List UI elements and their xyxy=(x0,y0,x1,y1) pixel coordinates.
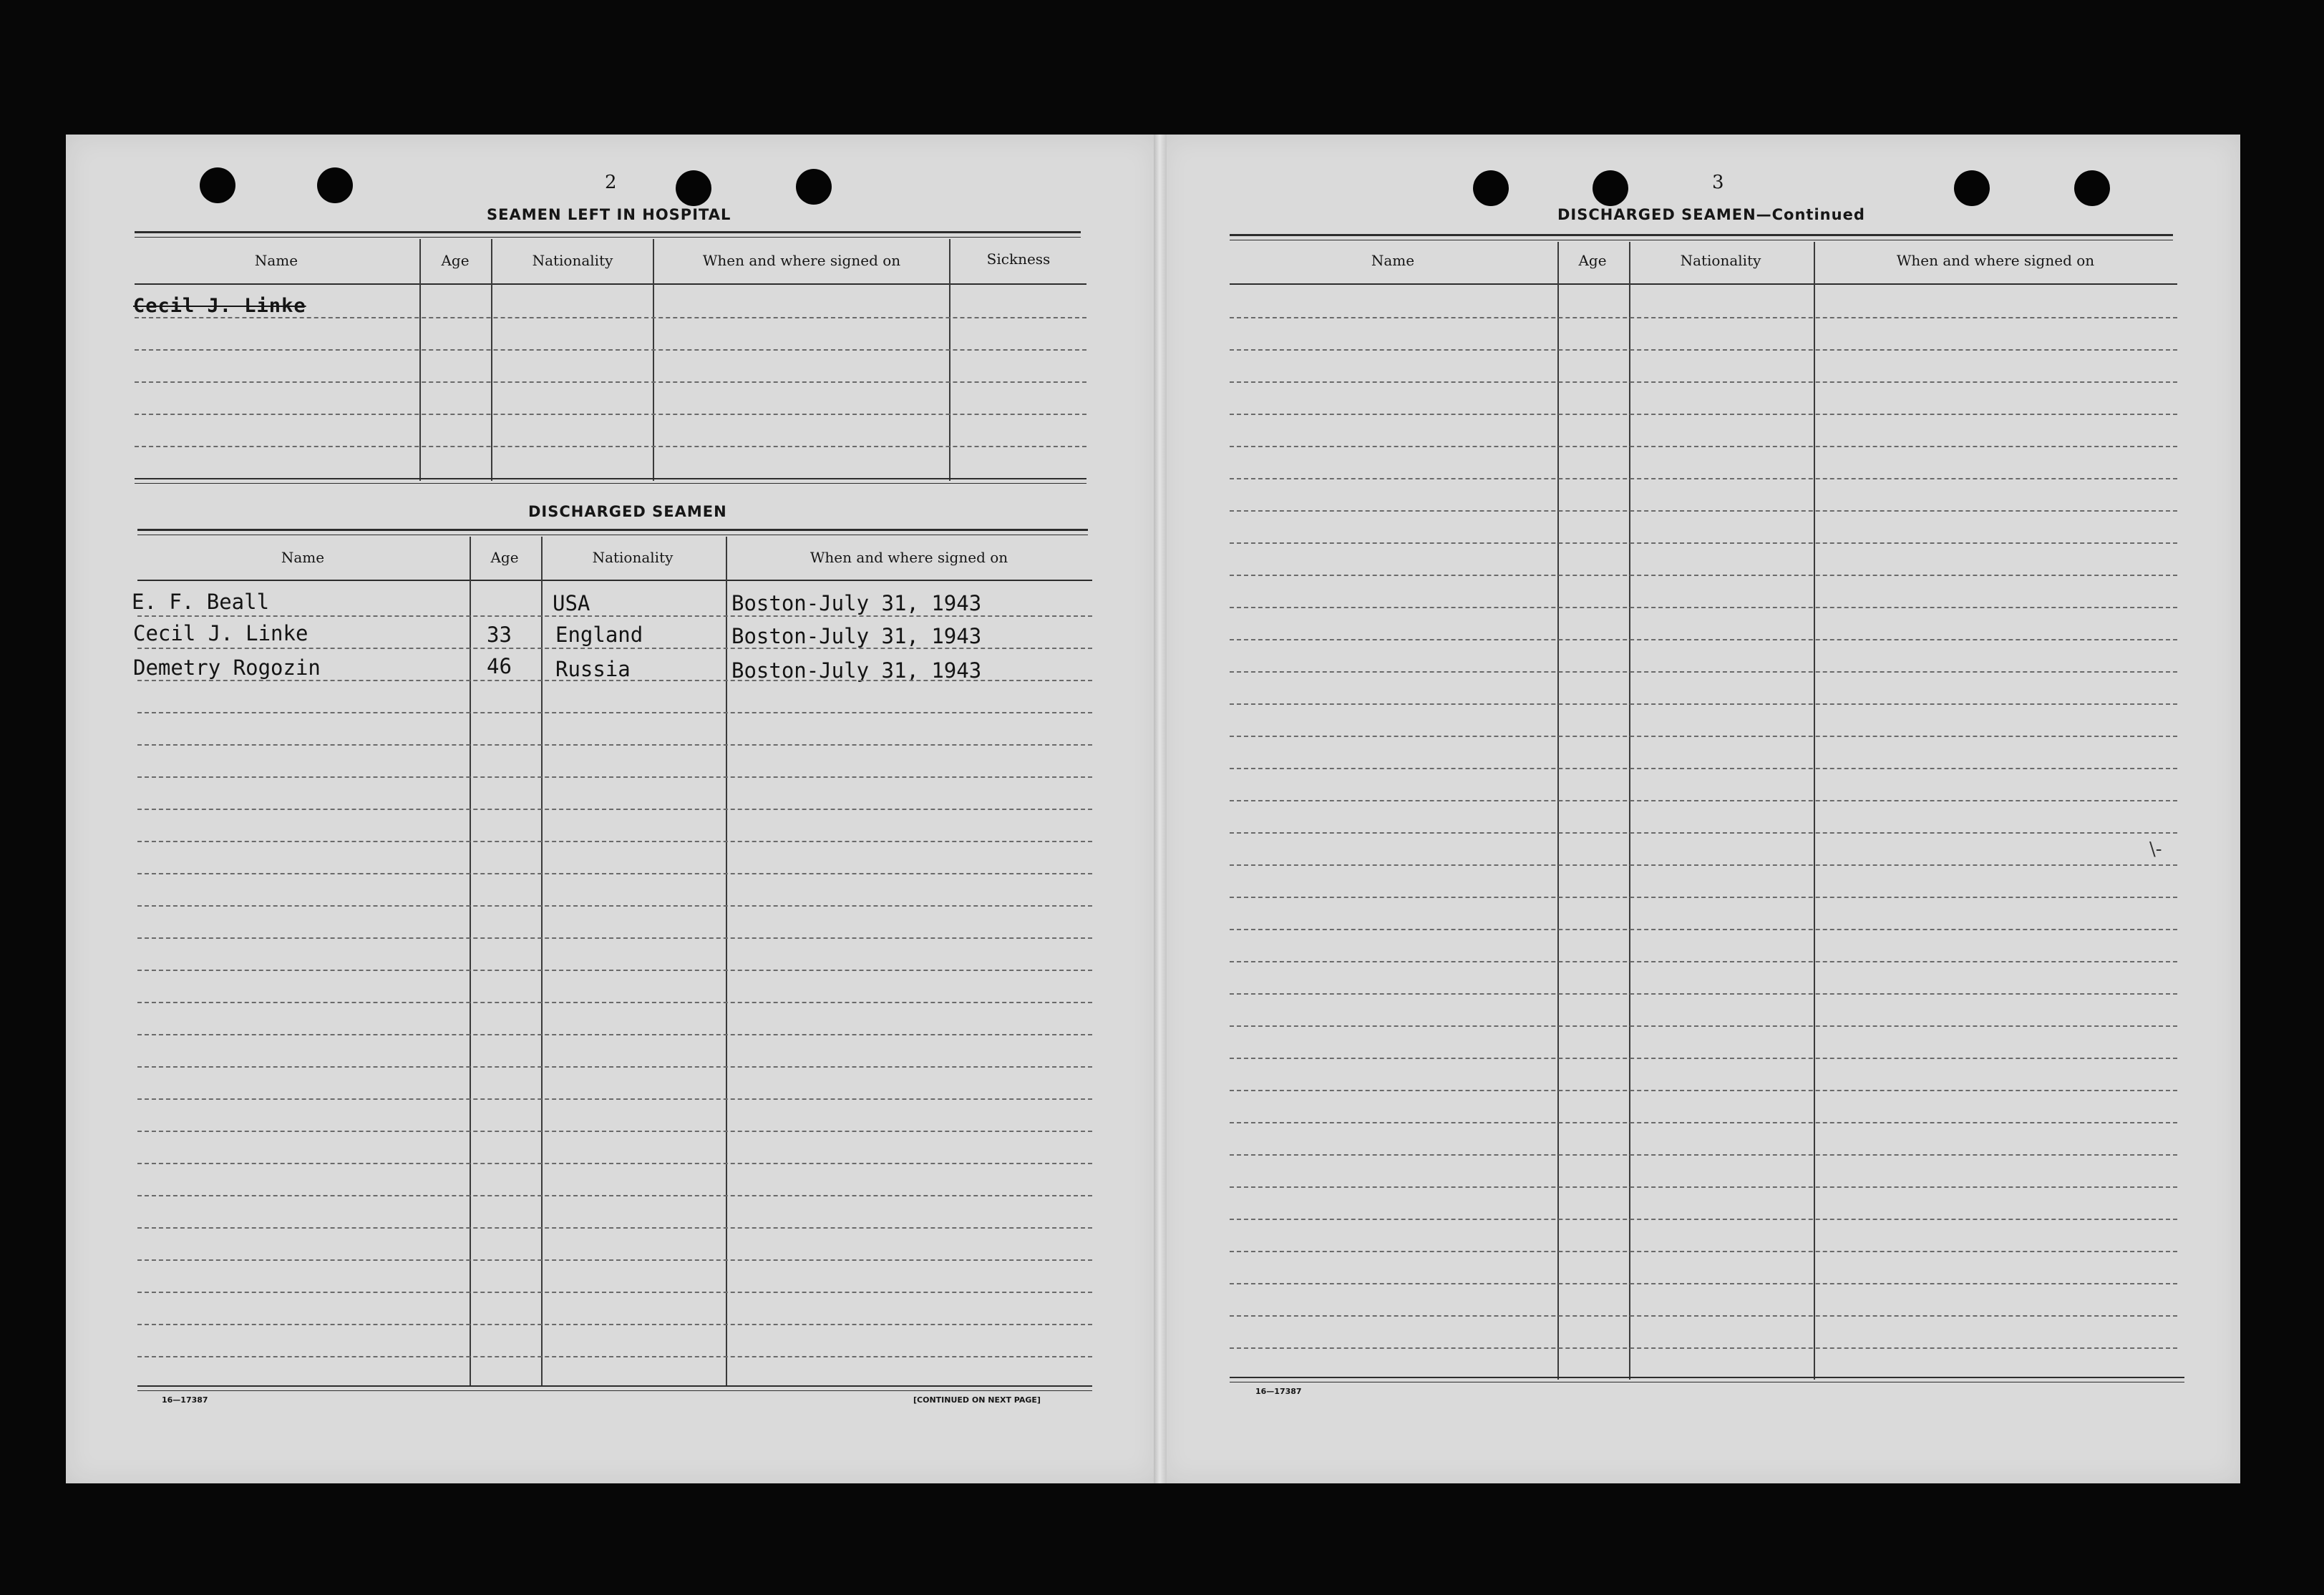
form-number: 16—17387 xyxy=(162,1395,208,1405)
ruled-line xyxy=(1230,542,2177,544)
col-divider xyxy=(491,239,492,481)
ruled-line xyxy=(137,970,1092,971)
discharged-bottom-rule xyxy=(137,1385,1092,1387)
ruled-line xyxy=(137,776,1092,778)
ruled-line xyxy=(1230,1058,2177,1059)
right-header-rule xyxy=(1230,283,2177,285)
ruled-line xyxy=(137,1292,1092,1293)
col-divider xyxy=(1557,242,1559,1380)
page-number: 3 xyxy=(1712,172,1724,193)
ruled-line xyxy=(1230,1283,2177,1284)
ruled-line xyxy=(137,1259,1092,1261)
ruled-line xyxy=(1230,1025,2177,1027)
discharged-bottom-rule-thin xyxy=(137,1390,1092,1391)
row-nationality: USA xyxy=(553,591,590,615)
ruled-line xyxy=(137,841,1092,842)
ruled-line xyxy=(137,712,1092,713)
ruled-line xyxy=(1230,446,2177,447)
ruled-line xyxy=(135,446,1086,447)
punch-hole xyxy=(1593,170,1628,206)
ruled-line xyxy=(137,1034,1092,1035)
discharged-header-nationality: Nationality xyxy=(592,549,674,566)
ruled-line xyxy=(1230,1315,2177,1317)
ruled-line xyxy=(1230,1090,2177,1091)
discharged-title: DISCHARGED SEAMEN xyxy=(528,503,727,520)
page-fold xyxy=(1154,135,1167,1483)
hospital-top-rule xyxy=(135,231,1081,233)
ruled-line xyxy=(135,381,1086,383)
ruled-line xyxy=(1230,349,2177,351)
ruled-line xyxy=(137,648,1092,649)
hospital-title: SEAMEN LEFT IN HOSPITAL xyxy=(487,206,731,223)
margin-mark: \- xyxy=(2149,839,2162,860)
hospital-header-sickness: Sickness xyxy=(986,250,1051,268)
ruled-line xyxy=(137,1195,1092,1196)
hospital-bottom-rule-thin xyxy=(135,483,1086,484)
ruled-line xyxy=(1230,510,2177,512)
form-number: 16—17387 xyxy=(1255,1387,1302,1396)
page-number: 2 xyxy=(605,172,617,193)
ruled-line xyxy=(1230,832,2177,834)
ruled-line xyxy=(137,905,1092,907)
discharged-header-name: Name xyxy=(281,549,325,566)
ruled-line xyxy=(137,873,1092,874)
discharged-header-age: Age xyxy=(490,549,519,566)
ruled-line xyxy=(1230,639,2177,640)
row-signed-on: Boston-July 31, 1943 xyxy=(731,591,982,615)
col-divider xyxy=(1629,242,1630,1380)
col-divider xyxy=(653,239,654,481)
continued-note: [CONTINUED ON NEXT PAGE] xyxy=(913,1395,1041,1405)
ruled-line xyxy=(137,1131,1092,1132)
ruled-line xyxy=(137,1002,1092,1003)
ruled-line xyxy=(1230,1219,2177,1220)
right-header-nationality: Nationality xyxy=(1680,252,1761,269)
right-page xyxy=(1161,135,2240,1483)
discharged-top-rule xyxy=(137,529,1088,531)
hospital-bottom-rule xyxy=(135,478,1086,479)
row-age: 46 xyxy=(487,654,512,678)
ruled-line xyxy=(137,680,1092,681)
row-age: 33 xyxy=(487,623,512,647)
ruled-line xyxy=(1230,607,2177,608)
ruled-line xyxy=(1230,961,2177,962)
ruled-line xyxy=(137,1227,1092,1229)
ruled-line xyxy=(137,1356,1092,1357)
ruled-line xyxy=(1230,864,2177,866)
row-name: Demetry Rogozin xyxy=(133,655,321,680)
right-bottom-rule xyxy=(1230,1377,2184,1378)
discharged-header-signed-on: When and where signed on xyxy=(809,549,1008,566)
col-divider xyxy=(1814,242,1815,1380)
ruled-line xyxy=(1230,1154,2177,1156)
right-header-signed-on: When and where signed on xyxy=(1896,252,2095,269)
ruled-line xyxy=(137,1324,1092,1325)
hospital-header-signed-on: When and where signed on xyxy=(702,252,901,269)
row-name: E. F. Beall xyxy=(132,590,270,614)
ruled-line xyxy=(1230,414,2177,415)
hospital-header-name: Name xyxy=(254,252,298,269)
ruled-line xyxy=(1230,1347,2177,1349)
col-divider xyxy=(419,239,421,481)
ruled-line xyxy=(1230,317,2177,318)
ruled-line xyxy=(137,937,1092,939)
hospital-header-age: Age xyxy=(441,252,470,269)
right-header-name: Name xyxy=(1371,252,1415,269)
hospital-header-nationality: Nationality xyxy=(532,252,613,269)
ruled-line xyxy=(135,317,1086,318)
ruled-line xyxy=(137,809,1092,810)
ruled-line xyxy=(1230,703,2177,705)
col-divider xyxy=(949,239,950,481)
hospital-header-rule xyxy=(135,283,1086,285)
punch-hole xyxy=(317,167,353,203)
punch-hole xyxy=(1954,170,1990,206)
punch-hole xyxy=(676,170,711,206)
ruled-line xyxy=(1230,1186,2177,1188)
row-nationality: England xyxy=(555,623,643,647)
ruled-line xyxy=(135,414,1086,415)
ruled-line xyxy=(1230,1122,2177,1123)
punch-hole xyxy=(2074,170,2110,206)
ruled-line xyxy=(1230,929,2177,930)
ruled-line xyxy=(137,615,1092,617)
punch-hole xyxy=(1473,170,1509,206)
discharged-continued-title: DISCHARGED SEAMEN—Continued xyxy=(1557,206,1865,223)
ruled-line xyxy=(1230,381,2177,383)
ruled-line xyxy=(1230,736,2177,737)
ruled-line xyxy=(137,744,1092,746)
ruled-line xyxy=(137,1066,1092,1068)
ruled-line xyxy=(1230,478,2177,479)
punch-hole xyxy=(200,167,235,203)
ruled-line xyxy=(1230,897,2177,898)
ruled-line xyxy=(135,349,1086,351)
ruled-line xyxy=(137,1163,1092,1164)
row-signed-on: Boston-July 31, 1943 xyxy=(731,658,982,683)
ruled-line xyxy=(1230,800,2177,801)
right-top-rule xyxy=(1230,234,2173,236)
ruled-line xyxy=(1230,768,2177,769)
punch-hole xyxy=(796,169,832,205)
ruled-line xyxy=(1230,993,2177,995)
ruled-line xyxy=(1230,575,2177,576)
row-name: Cecil J. Linke xyxy=(133,621,308,645)
ruled-line xyxy=(137,1098,1092,1100)
ruled-line xyxy=(1230,1251,2177,1252)
hospital-top-rule-thin xyxy=(135,237,1081,238)
ruled-line xyxy=(1230,671,2177,673)
discharged-header-rule xyxy=(137,580,1092,581)
hospital-struck-entry: Cecil J. Linke xyxy=(133,295,306,317)
row-nationality: Russia xyxy=(555,657,631,681)
right-header-age: Age xyxy=(1578,252,1607,269)
row-signed-on: Boston-July 31, 1943 xyxy=(731,624,982,648)
